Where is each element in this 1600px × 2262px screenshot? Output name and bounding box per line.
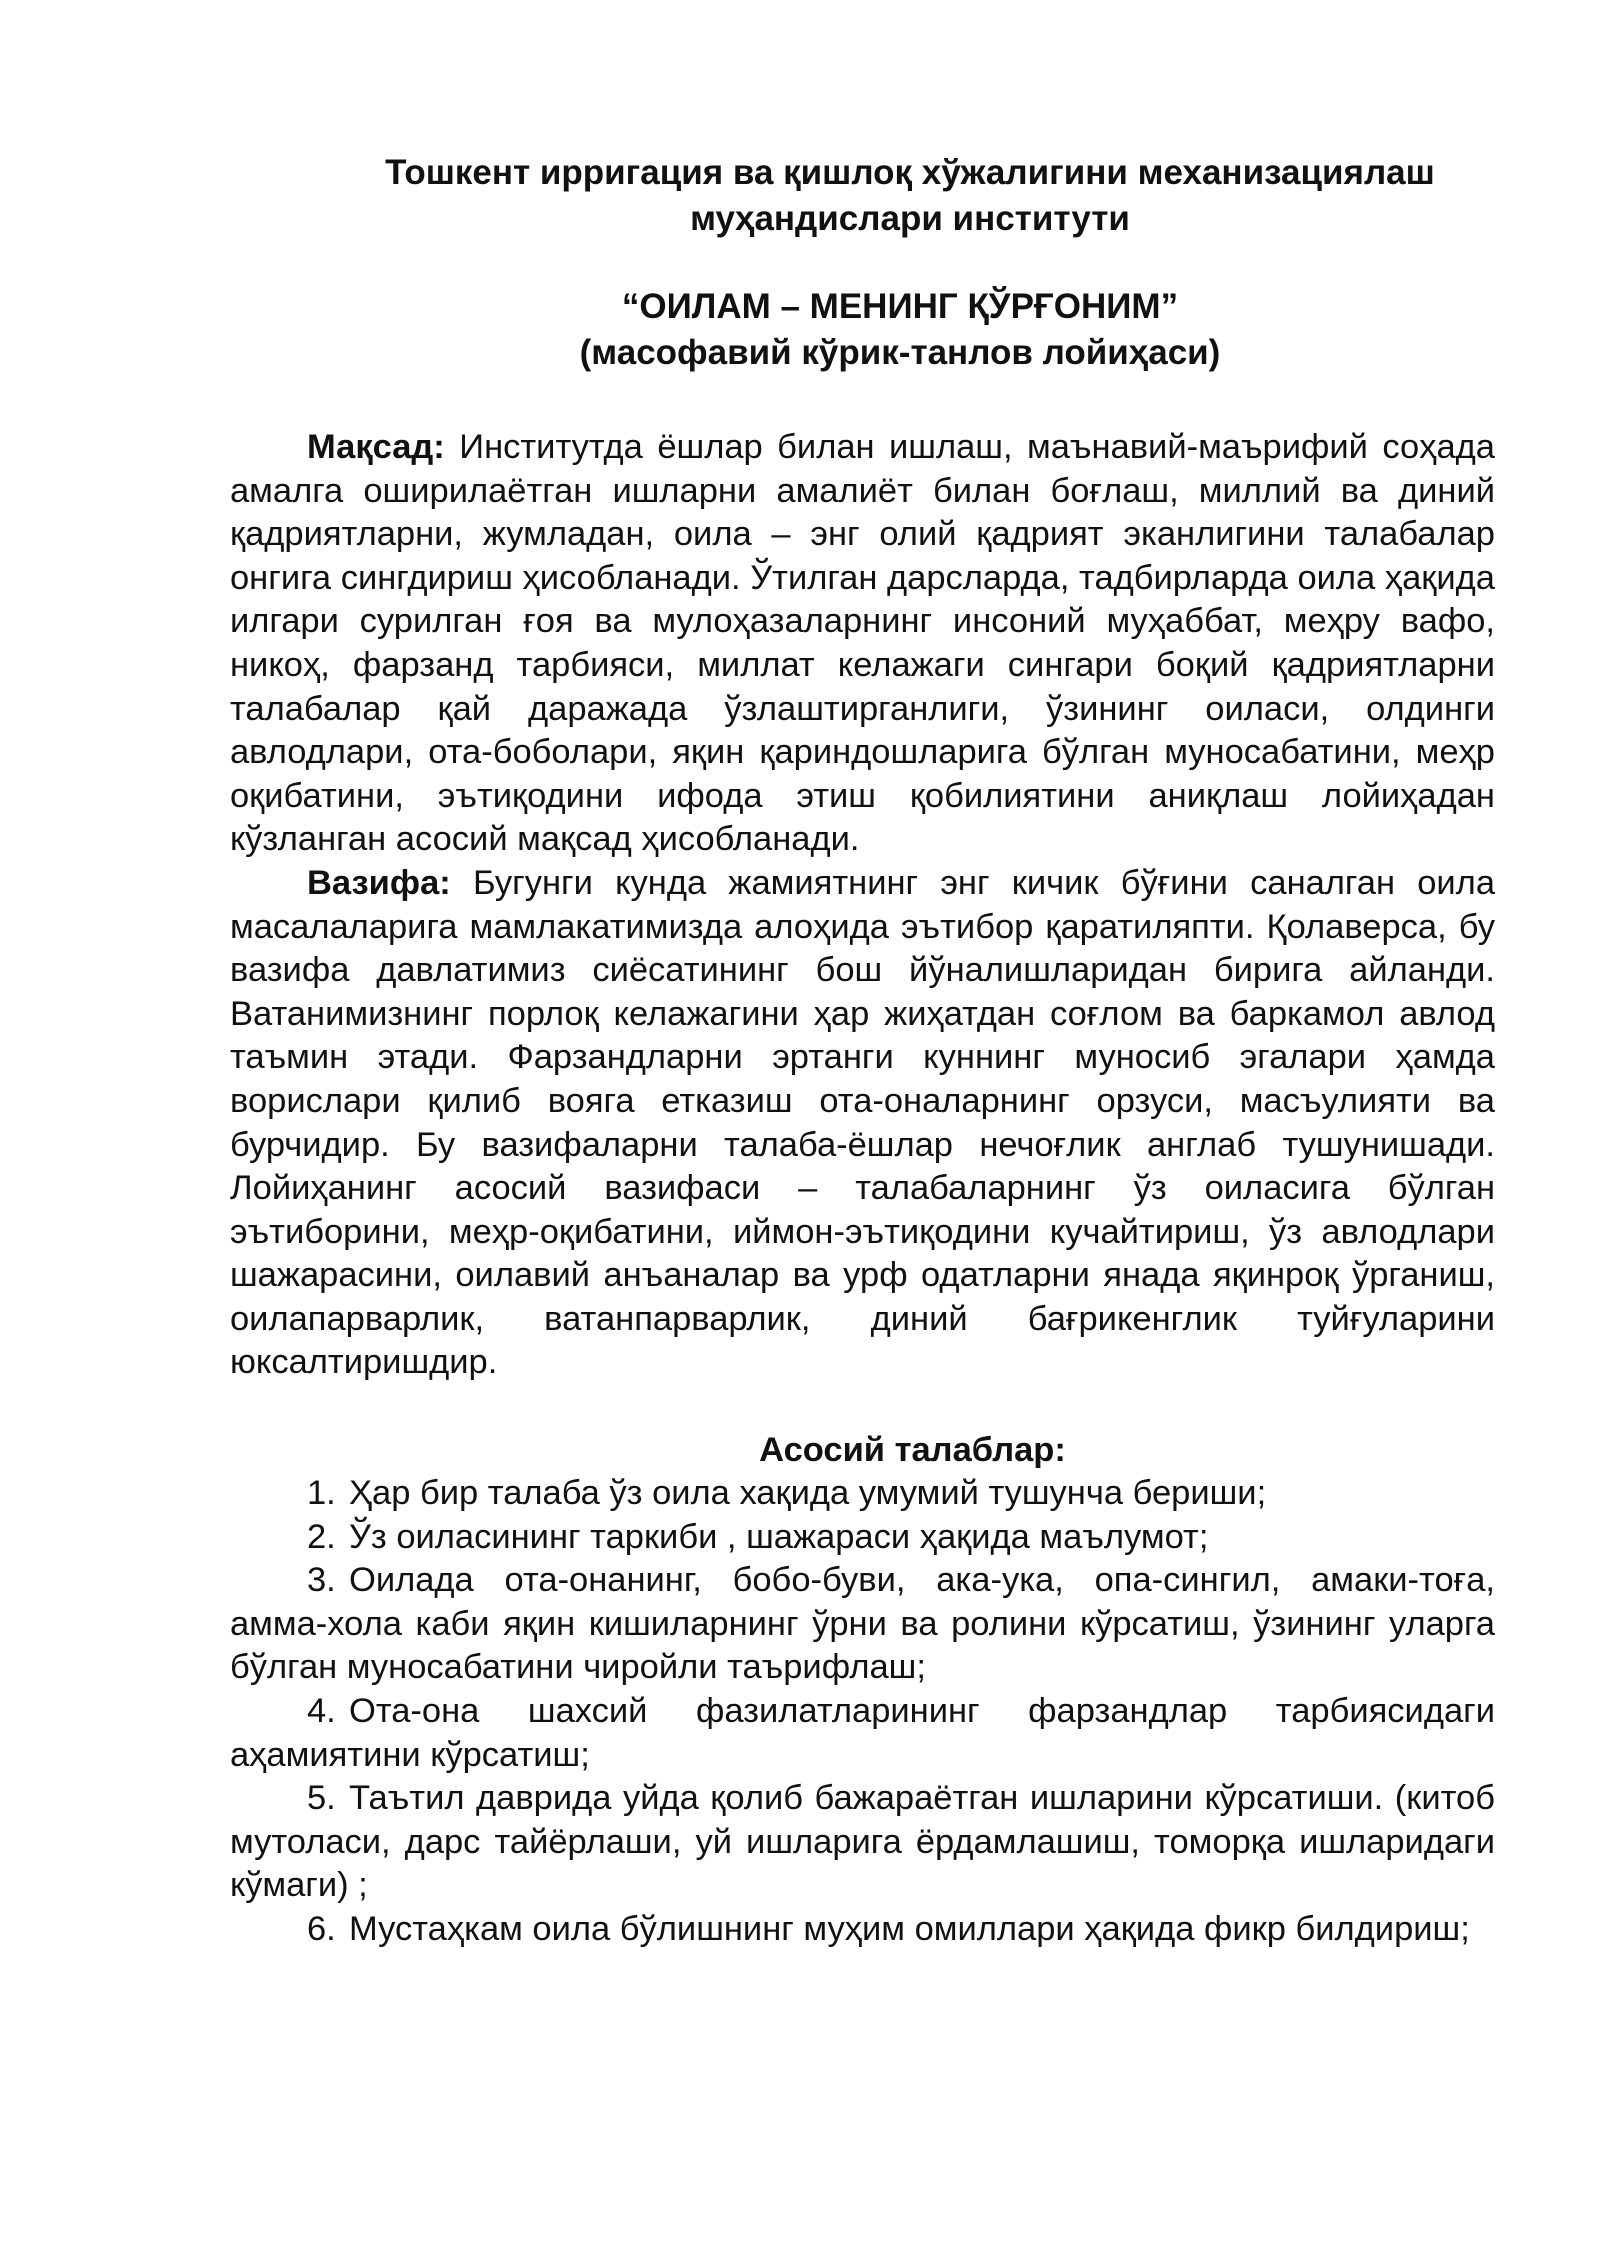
list-item-number: 5. (307, 1779, 336, 1818)
list-item (230, 1908, 1495, 1952)
task-paragraph (230, 862, 1495, 1385)
list-item-number: 3. (307, 1561, 336, 1600)
institute-title (325, 150, 1495, 242)
institute-title-line-1: Тошкент ирригация ва қишлоқ хўжалигини механизациялаш (385, 153, 1435, 192)
requirements-heading: Асосий талаблар: (759, 1431, 1066, 1470)
list-item (230, 1516, 1495, 1560)
list-item-text: Оилада ота-онанинг, бобо-буви, ака-ука, опа-сингил, амаки-тоға, амма-хола каби яқин кишиларнинг ўрни ва ролини кўрсатиш, ўзининг уларга бўлган муносабатини чиройли таърифлаш; (230, 1561, 1495, 1687)
goal-label: Мақсад: (307, 428, 445, 466)
project-title-block (305, 284, 1495, 376)
list-item-text: Ҳар бир талаба ўз оила хақида умумий тушунча бериши; (349, 1474, 1267, 1513)
list-item-number: 6. (307, 1910, 336, 1948)
list-item (230, 1777, 1495, 1908)
project-title: “ОИЛАМ – МЕНИНГ ҚЎРҒОНИМ” (621, 287, 1179, 326)
requirements-list (230, 1472, 1495, 1952)
list-item-text: Ота-она шахсий фазилатларининг фарзандлар тарбиясидаги аҳамиятини кўрсатиш; (230, 1692, 1495, 1774)
goal-paragraph (230, 426, 1495, 862)
goal-text: Институтда ёшлар билан ишлаш, маънавий-маърифий соҳада амалга оширилаётган ишларни амалиёт билан боғлаш, миллий ва диний қадриятларни, жумладан, оила – энг олий қадрият эканлигини талабалар онгига сингдириш ҳисобланади. Ўтилган дарсларда, тадбирларда оила ҳақида илгари сурилган ғоя ва мулоҳазаларнинг инсоний муҳаббат, меҳру вафо, никоҳ, фарзанд тарбияси, миллат келажаги сингари боқий қадриятларни талабалар қай даражада ўзлаштирганлиги, ўзининг оиласи, олдинги авлодлари, ота-боболари, яқин қариндошларига бўлган муносабатини, меҳр оқибатини, эътиқодини ифода этиш қобилиятини аниқлаш лойиҳадан кўзланган асосий мақсад ҳисобланади. (230, 428, 1495, 859)
task-text: Бугунги кунда жамиятнинг энг кичик бўғини саналган оила масалаларига мамлакатимизда алоҳида эътибор қаратиляпти. Қолаверса, бу вазифа давлатимиз сиёсатининг бош йўналишларидан бирига айланди. Ватанимизнинг порлоқ келажагини ҳар жиҳатдан соғлом ва баркамол авлод таъмин этади. Фарзандларни эртанги куннинг муносиб эгалари ҳамда ворислари қилиб вояга етказиш ота-оналарнинг орзуси, масъулияти ва бурчидир. Бу вазифаларни талаба-ёшлар нечоғлик англаб тушунишади. Лойиҳанинг асосий вазифаси – талабаларнинг ўз оиласига бўлган эътиборини, меҳр-оқибатини, иймон-эътиқодини кучайтириш, ўз авлодлари шажарасини, оилавий анъаналар ва урф одатларни янада яқинроқ ўрганиш, оилапарварлик, ватанпарварлик, диний бағрикенглик туйғуларини юксалтиришдир. (230, 863, 1495, 1382)
document-page (230, 150, 1495, 1952)
list-item-text: Таътил даврида уйда қолиб бажараётган ишларини кўрсатиши. (китоб мутоласи, дарс тайёрлаши, уй ишларига ёрдамлашиш, томорқа ишларидаги кўмаги) ; (230, 1779, 1495, 1905)
list-item-text: Ўз оиласининг таркиби , шажараси ҳақида маълумот; (349, 1517, 1209, 1556)
task-label: Вазифа: (307, 863, 451, 902)
list-item-text: Мустаҳкам оила бўлишнинг муҳим омиллари ҳақида фикр билдириш; (349, 1910, 1470, 1948)
list-item-number: 4. (307, 1692, 336, 1731)
list-item (230, 1690, 1495, 1777)
project-subtitle: (масофавий кўрик-танлов лойиҳаси) (579, 333, 1221, 372)
document-body (230, 426, 1495, 1385)
institute-title-line-2: муҳандислари институти (690, 199, 1130, 238)
list-item (230, 1559, 1495, 1690)
list-item (230, 1472, 1495, 1516)
list-item-number: 2. (307, 1517, 336, 1556)
list-item-number: 1. (307, 1474, 336, 1513)
